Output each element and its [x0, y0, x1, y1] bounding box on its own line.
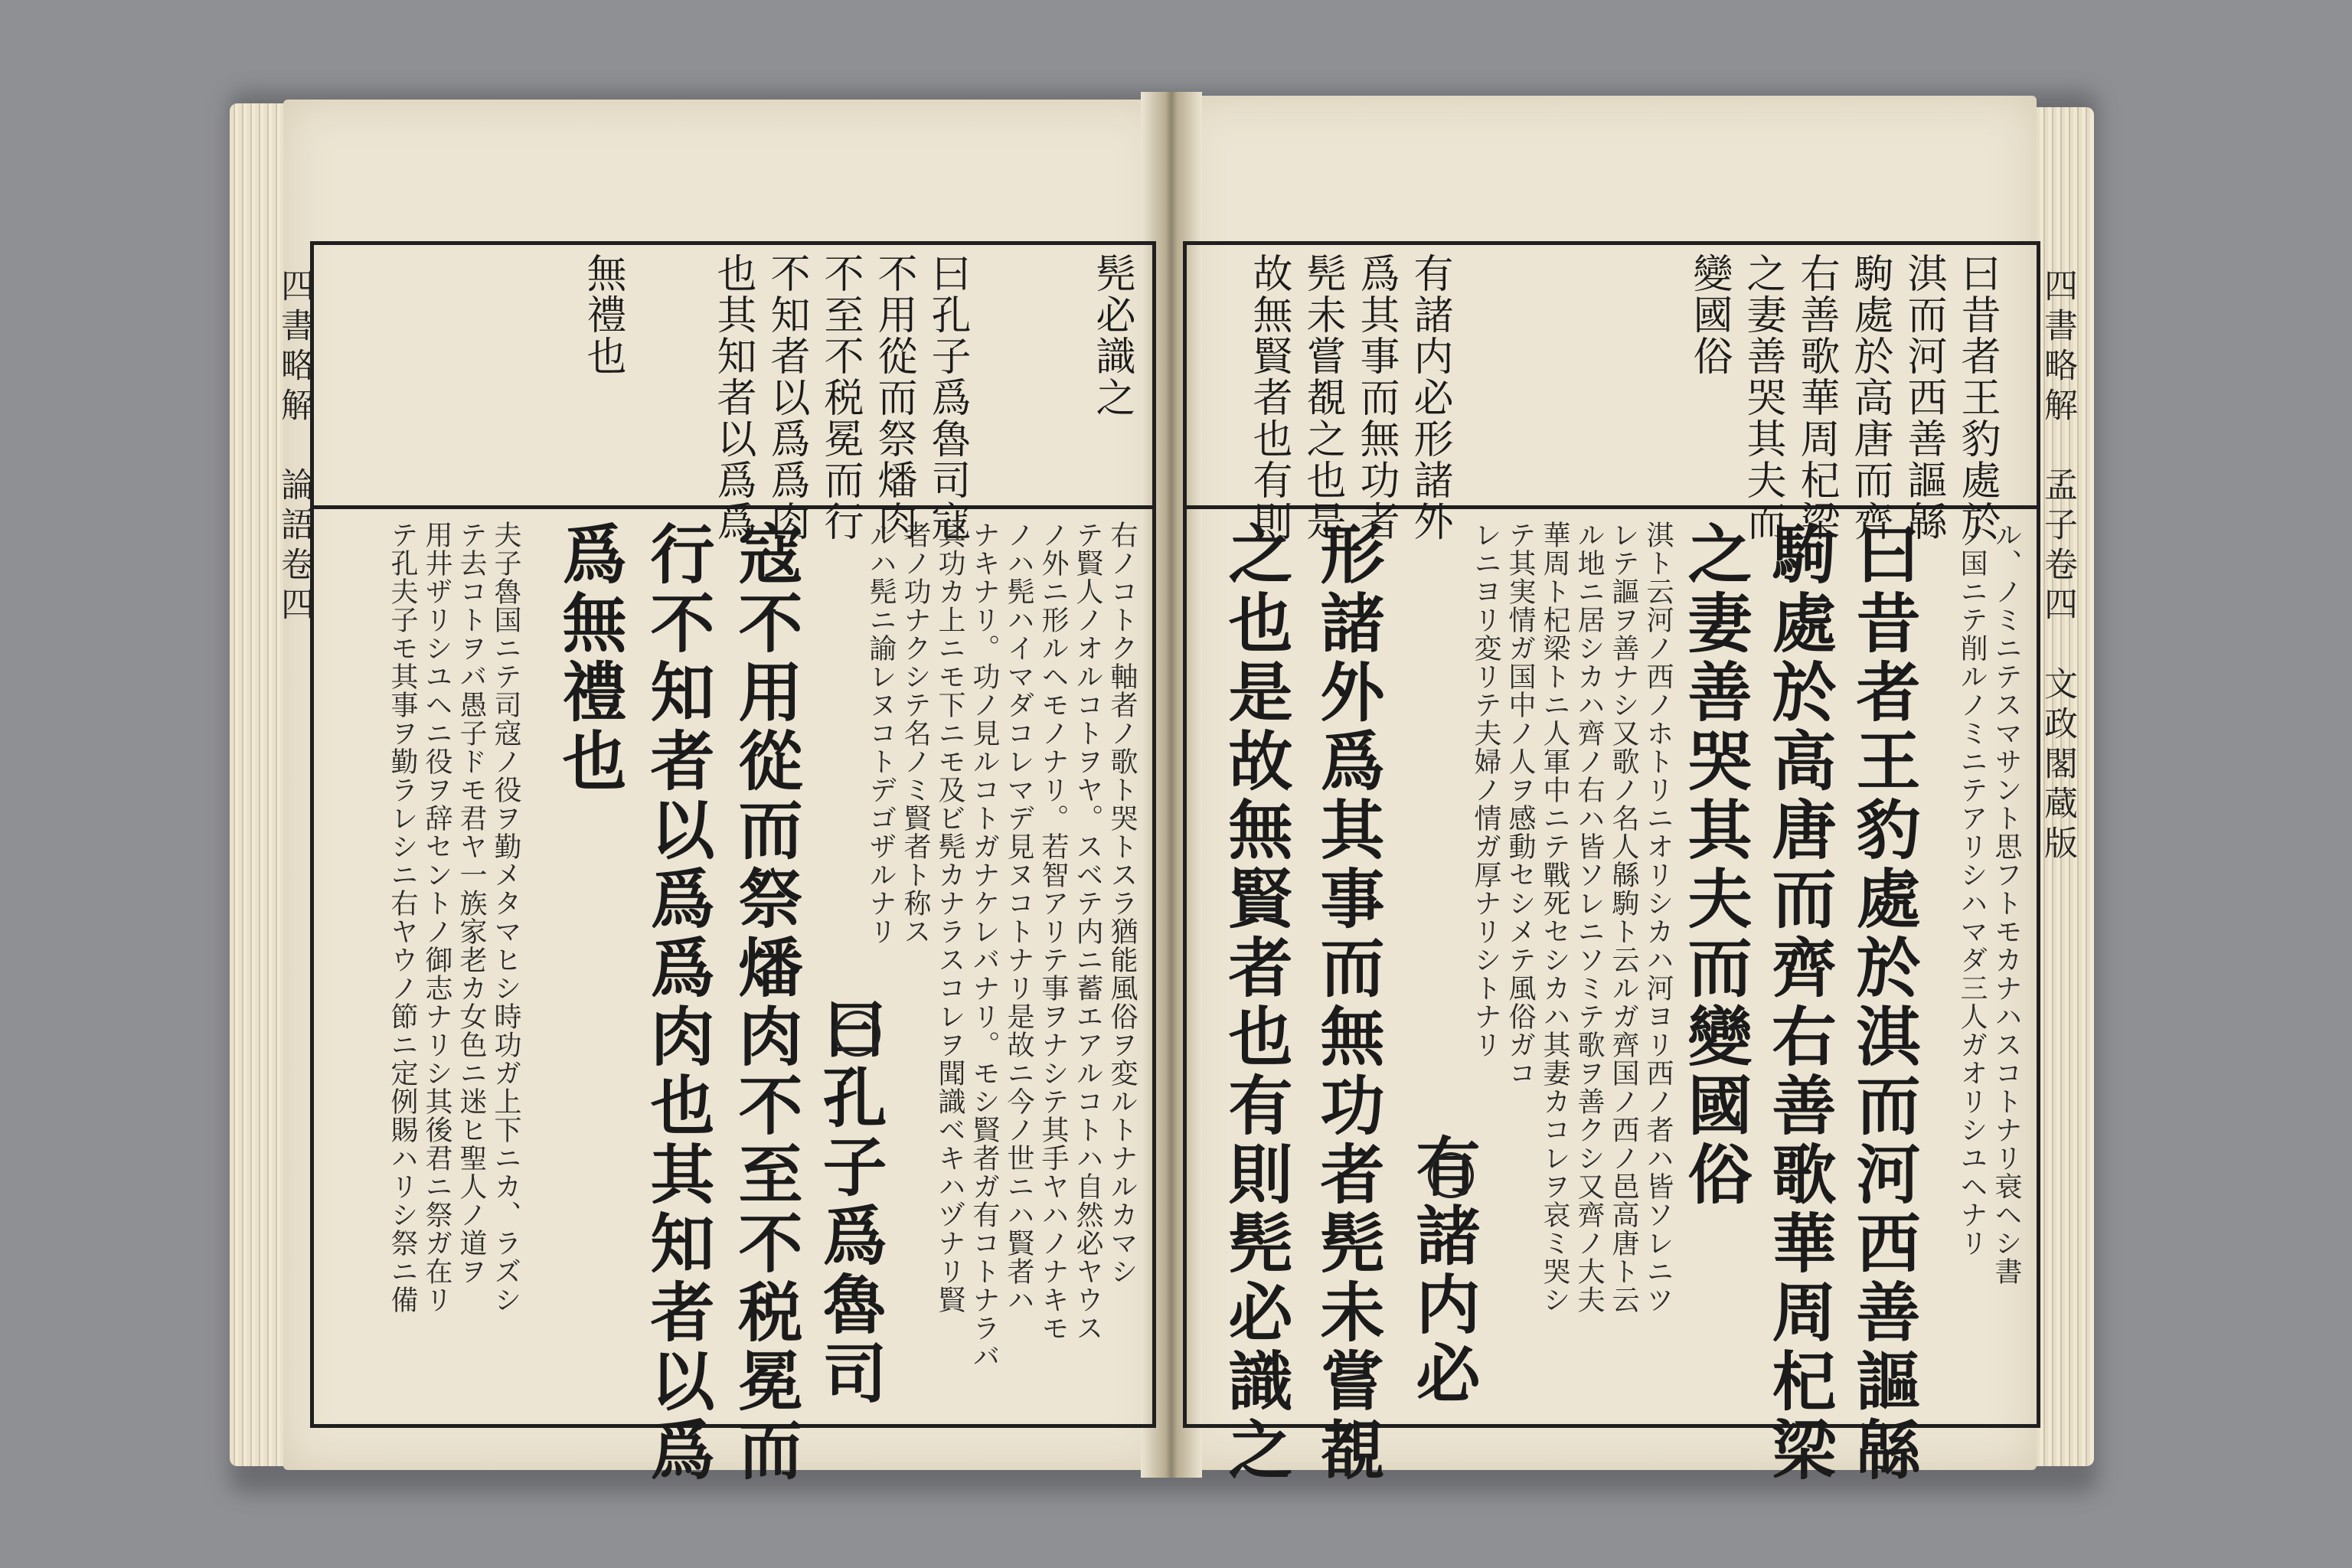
left-headnote-line: 不至不税冕而行	[817, 253, 863, 542]
right-main-text-line: 之也是故無賢者也有則髡必識之	[1218, 521, 1294, 1485]
left-headnote-line: 髡必識之	[1089, 253, 1135, 418]
left-commentary-line: 其功カ上ニモ下ニモ及ビ髡カナラスコレヲ聞識ベキハヅナリ賢	[934, 521, 965, 1314]
right-main-text-line: 有諸内必	[1406, 1133, 1481, 1409]
section-circle-mark	[1428, 1152, 1474, 1198]
left-main-text-line: 爲無禮也	[552, 521, 628, 796]
right-commentary-line: テ其実情ガ国中ノ人ヲ感動セシメテ風俗ガコ	[1504, 521, 1536, 1087]
right-commentary-line: 華周ト杞梁トニ人軍中ニテ戰死セシカハ其妻カコレヲ哀ミ哭シ	[1539, 521, 1570, 1314]
right-commentary-line: ノ国ニテ削ルノミニテアリシハマダ三人ガオリシユヘナリ	[1956, 521, 1988, 1257]
left-commentary-line: 夫子魯国ニテ司寇ノ役ヲ勤メタマヒシ時功ガ上下ニカ、ラズシ	[490, 521, 521, 1314]
left-commentary-line: ルハ髡ニ諭レヌコトデゴザルナリ	[865, 521, 897, 946]
right-headnote-line: 右善歌華周杞梁	[1793, 253, 1839, 542]
right-headnote-line: 之妻善哭其夫而	[1740, 253, 1785, 542]
left-commentary-line: 者ノ功ナクシテ名ノミ賢者ト称ス	[900, 521, 931, 946]
right-commentary-line: ル、ノミニテスマサント思フトモカナハスコトナリ衰ヘシ書	[1991, 521, 2022, 1285]
right-headnote-line: 有諸内必形諸外	[1406, 253, 1452, 542]
left-headnote-line: 不用從而祭燔肉	[871, 253, 916, 542]
section-circle-mark	[835, 1011, 880, 1057]
right-headnote-line: 變國俗	[1686, 253, 1732, 377]
right-main-text-line: 形諸外爲其事而無功者髡未嘗覩	[1310, 521, 1386, 1485]
right-headnote-line: 曰昔者王豹處於	[1954, 253, 2000, 542]
right-headnote-line: 爲其事而無功者	[1353, 253, 1399, 542]
right-main-text-line: 曰昔者王豹處於淇而河西善謳緜	[1846, 521, 1922, 1485]
left-headnote-line: 不知者以爲爲肉	[763, 253, 809, 542]
left-commentary-line: テ賢人ノオルコトヲヤ。スベテ内ニ蓄エアルコトハ自然必ヤウス	[1072, 521, 1103, 1342]
left-commentary-line: テ去コトヲバ愚子ドモ君ヤ一族家老カ女色ニ迷ヒ聖人ノ道ヲ	[456, 521, 487, 1285]
left-commentary-line: ナキナリ。功ノ見ルコトガナケレバナリ。モシ賢者ガ有コトナラバ	[969, 521, 1000, 1370]
right-commentary-line: レニヨリ変リテ夫婦ノ情ガ厚ナリシトナリ	[1470, 521, 1501, 1059]
left-margin-label: 四書略解 論語卷四	[275, 268, 314, 626]
left-headnote-line: 也其知者以爲爲	[710, 253, 756, 542]
right-commentary-line: 淇ト云河ノ西ノホトリニオリシカハ河ヨリ西ノ者ハ皆ソレニツ	[1642, 521, 1674, 1314]
left-main-text-line: 行不知者以爲爲肉也其知者以爲	[640, 521, 716, 1485]
right-margin-label: 四書略解 孟子卷四 文政閣蔵版	[2038, 268, 2077, 865]
left-commentary-line: ノハ髡ハイマダコレマデ見ヌコトナリ是故ニ今ノ世ニハ賢者ハ	[1003, 521, 1034, 1314]
left-main-text-line: 曰孔子爲魯司	[812, 995, 888, 1409]
right-main-text-line: 之妻善哭其夫而變國俗	[1677, 521, 1753, 1210]
left-commentary-line: 右ノコトク軸者ノ歌ト哭トスラ猶能風俗ヲ変ルトナルカマシ	[1106, 521, 1138, 1285]
left-commentary-line: テ孔夫子モ其事ヲ勤ラレシニ右ヤウノ節ニ定例賜ハリシ祭ニ備	[387, 521, 418, 1314]
left-commentary-line: 用井ザリシユヘニ役ヲ辞セントノ御志ナリシ其後君ニ祭ガ在リ	[421, 521, 452, 1314]
left-headnote-line: 無禮也	[580, 253, 626, 377]
left-headnote-line: 曰孔子爲魯司寇	[924, 253, 970, 542]
right-commentary-line: ル地ニ居シカハ齊ノ右ハ皆ソレニソミテ歌ヲ善クシ又齊ノ大夫	[1573, 521, 1605, 1314]
right-headnote-line: 髡未嘗覩之也是	[1299, 253, 1345, 542]
right-headnote-line: 故無賢者也有則	[1246, 253, 1292, 542]
left-main-text-line: 寇不用從而祭燔肉不至不税冕而	[728, 521, 804, 1485]
right-headnote-line: 駒處於高唐而齊	[1847, 253, 1893, 542]
right-commentary-line: レテ謳ヲ善ナシ又歌ノ名人緜駒ト云ルガ齊国ノ西ノ邑高唐ト云	[1608, 521, 1639, 1314]
right-headnote-line: 淇而河西善謳緜	[1900, 253, 1946, 542]
left-commentary-line: ノ外ニ形ルヘモノナリ。若智アリテ事ヲナシテ其手ヤハノナキモ	[1037, 521, 1069, 1342]
right-main-text-line: 駒處於高唐而齊右善歌華周杞梁	[1762, 521, 1838, 1485]
